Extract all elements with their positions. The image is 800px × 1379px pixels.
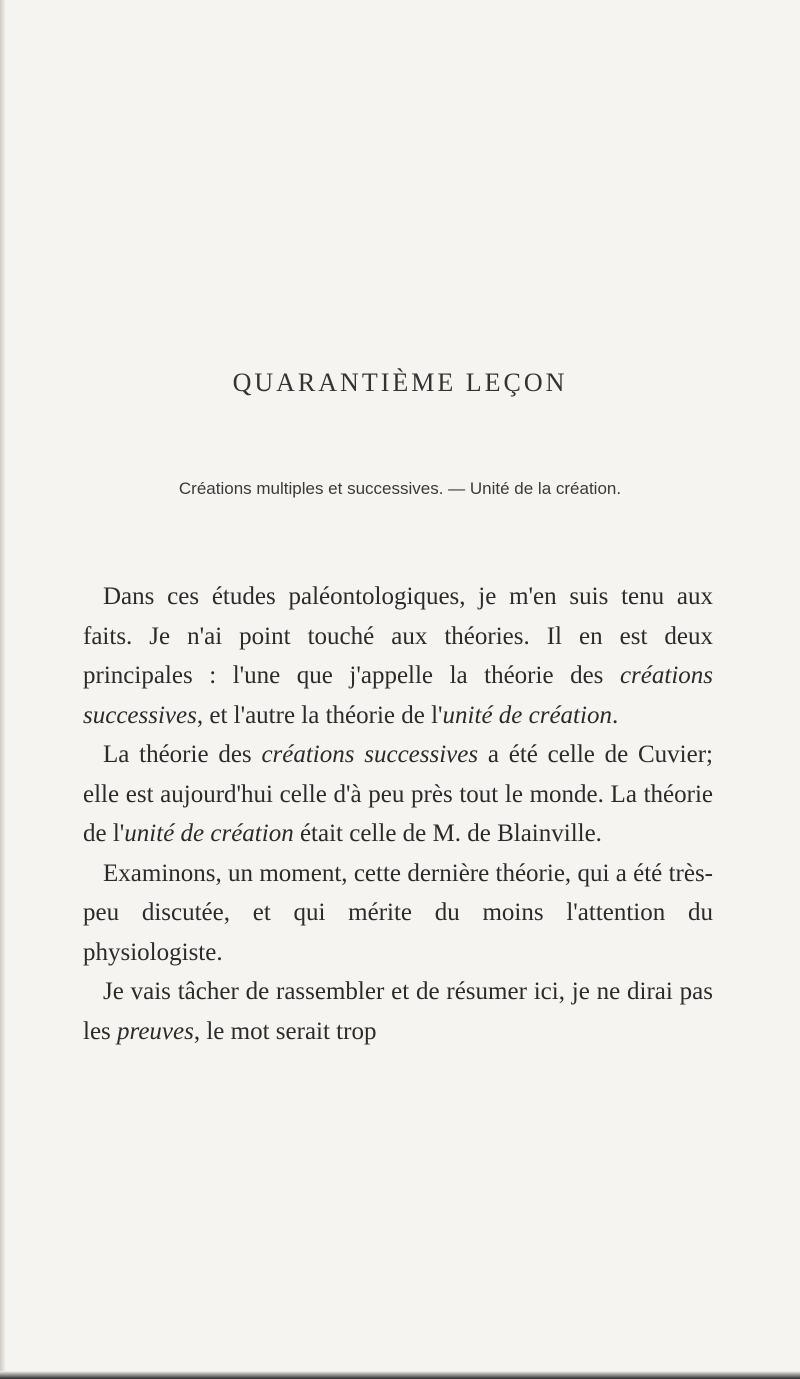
paragraph-text: Examinons, un moment, cette dernière théorie, qui a été très-peu discutée, et qui mérite du moins l'attention du physiologiste.	[83, 859, 713, 966]
paragraph	[83, 972, 713, 1051]
italic-term: créations successives	[83, 662, 713, 729]
chapter-subtitle: Créations multiples et successives. — Unité de la création.	[178, 479, 622, 498]
italic-term: unité de création	[442, 701, 612, 729]
paragraph-text: était celle de M. de Blainville.	[293, 820, 602, 847]
paragraph-text: Je vais tâcher de rassembler et de résumer ici, je ne dirai pas les	[83, 978, 713, 1045]
paragraph-text: , et l'autre la théorie de l'	[196, 701, 443, 729]
paragraph-text: .	[611, 701, 619, 729]
paragraph	[83, 577, 713, 735]
paragraph-text: , le mot serait trop	[193, 1017, 377, 1045]
paragraph-text: Dans ces études paléontologiques, je m'en suis tenu aux faits. Je n'ai point touché aux théories. Il en est deux principales : l'une que j'appelle la théorie des	[83, 583, 713, 689]
page-edge-shadow	[0, 0, 6, 1379]
italic-term: preuves	[117, 1017, 194, 1045]
paragraph	[83, 735, 713, 854]
italic-term: unité de création	[124, 820, 294, 847]
italic-term: créations successives	[261, 741, 479, 768]
page-bottom-edge	[0, 1371, 800, 1379]
chapter-title: QUARANTIÈME LEÇON	[232, 368, 568, 397]
paragraph-text: a été celle de Cuvier; elle est aujourd'hui celle d'à peu près tout le monde. La théorie de l'	[83, 741, 713, 847]
body-text	[83, 577, 713, 1051]
paragraph-text: La théorie des	[103, 741, 262, 768]
paragraph	[83, 854, 713, 973]
